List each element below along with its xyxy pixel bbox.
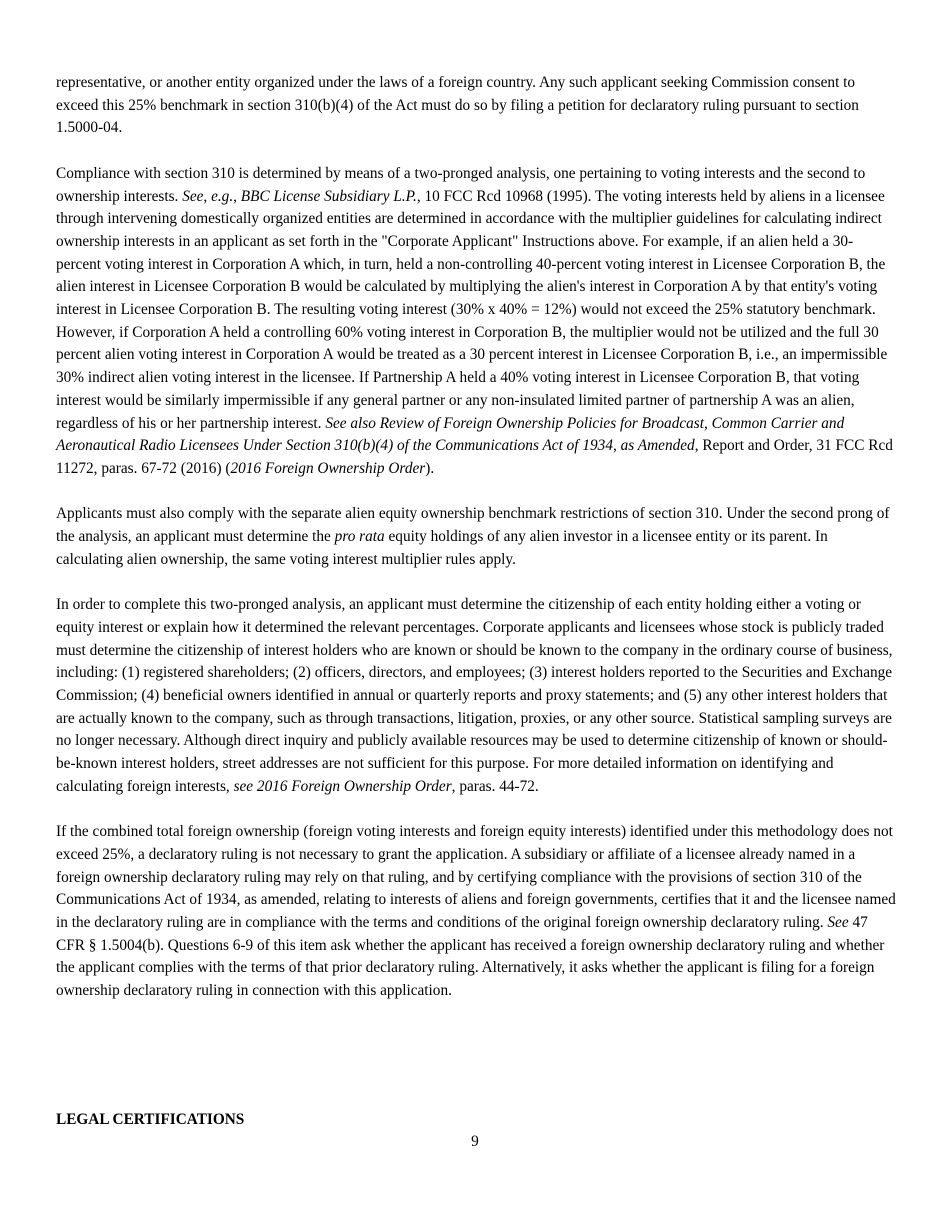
text-run: representative, or another entity organized under the laws of a foreign country. Any such applicant seeking Commission consent to exceed this 25% benchmark in section 310(b)(4) of the Act must do so by filing a petition for declaratory ruling pursuant to section 1.5000-04.	[56, 74, 859, 137]
italic-citation: See	[827, 913, 849, 931]
paragraph	[56, 594, 898, 798]
italic-citation: 2016 Foreign Ownership Order	[230, 459, 426, 477]
text-run: , Report and Order, 31 FCC Rcd 11272, paras. 67-72 (2016) (	[56, 437, 893, 477]
paragraph	[56, 503, 898, 571]
paragraph	[56, 821, 898, 1003]
text-run: Applicants must also comply with the separate alien equity ownership benchmark restrictions of section 310. Under the second prong of the analysis, an applicant must determine the	[56, 505, 890, 546]
document-body	[56, 72, 898, 1025]
text-run: , paras. 44-72.	[451, 777, 539, 795]
text-run: , 10 FCC Rcd 10968 (1995). The voting interests held by aliens in a licensee through intervening domestically organized entities are determined in accordance with the multiplier guidelines for calculating indirect ownership interests in an applicant as set forth in the "Corporate Applicant" Instructions above. For example, if an alien held a 30-percent voting interest in Corporation A which, in turn, held a non-controlling 40-percent voting interest in Licensee Corporation B, the alien interest in Licensee Corporation B would be calculated by multiplying the alien's interest in Corporation A by that entity's voting interest in Licensee Corporation B. The resulting voting interest (30% x 40% = 12%) would not exceed the 25% statutory benchmark. However, if Corporation A held a controlling 60% voting interest in Corporation B, the multiplier would not be utilized and the full 30 percent alien voting interest in Corporation A would be treated as a 30 percent interest in Licensee Corporation B, i.e., an impermissible 30% indirect alien voting interest in the licensee. If Partnership A held a 40% voting interest in Licensee Corporation B, that voting interest would be similarly impermissible if any general partner or any non-insulated limited partner of partnership A was an alien, regardless of his or her partnership interest.	[56, 187, 888, 432]
italic-citation: See also Review of Foreign Ownership Policies for Broadcast, Common Carrier and Aeronautical Radio Licensees Under Section 310(b)(4) of the Communications Act of 1934, as Amended	[56, 414, 845, 455]
text-run: equity holdings of any alien investor in a licensee entity or its parent. In calculating alien ownership, the same voting interest multiplier rules apply.	[56, 528, 828, 568]
text-run: If the combined total foreign ownership (foreign voting interests and foreign equity interests) identified under this methodology does not exceed 25%, a declaratory ruling is not necessary to grant the application. A subsidiary or affiliate of a licensee already named in a foreign ownership declaratory ruling may rely on that ruling, and by certifying compliance with the provisions of section 310 of the Communications Act of 1934, as amended, relating to interests of aliens and foreign governments, certifies that it and the licensee named in the declaratory ruling are in compliance with the terms and conditions of the original foreign ownership declaratory ruling.	[56, 823, 896, 931]
text-run: ).	[425, 459, 435, 477]
text-run: 47 CFR § 1.5004(b). Questions 6-9 of this item ask whether the applicant has received a foreign ownership declaratory ruling and whether the applicant complies with the terms of that prior declaratory ruling. Alternatively, it asks whether the applicant is filing for a foreign ownership declaratory ruling in connection with this application.	[56, 913, 885, 1000]
page-number: 9	[471, 1133, 479, 1150]
text-run: Compliance with section 310 is determined by means of a two-pronged analysis, one pertaining to voting interests and the second to ownership interests.	[56, 164, 866, 205]
italic-citation: see 2016 Foreign Ownership Order	[233, 777, 452, 795]
section-heading: LEGAL CERTIFICATIONS	[56, 1111, 245, 1128]
paragraph	[56, 72, 898, 140]
italic-citation: See, e.g., BBC License Subsidiary L.P.	[182, 187, 417, 205]
italic-term: pro rata	[334, 528, 385, 546]
text-run: In order to complete this two-pronged analysis, an applicant must determine the citizenship of each entity holding either a voting or equity interest or explain how it determined the relevant percentages. Corporate applicants and licensees whose stock is publicly traded must determine the citizenship of interest holders who are known or should be known to the company in the ordinary course of business, including: (1) registered shareholders; (2) officers, directors, and employees; (3) interest holders reported to the Securities and Exchange Commission; (4) beneficial owners identified in annual or quarterly reports and proxy statements; and (5) any other interest holders that are actually known to the company, such as through transactions, litigation, proxies, or any other source. Statistical sampling surveys are no longer necessary. Although direct inquiry and publicly available resources may be used to determine citizenship of known or should-be-known interest holders, street addresses are not sufficient for this purpose. For more detailed information on identifying and calculating foreign interests,	[56, 596, 893, 795]
paragraph	[56, 163, 898, 481]
